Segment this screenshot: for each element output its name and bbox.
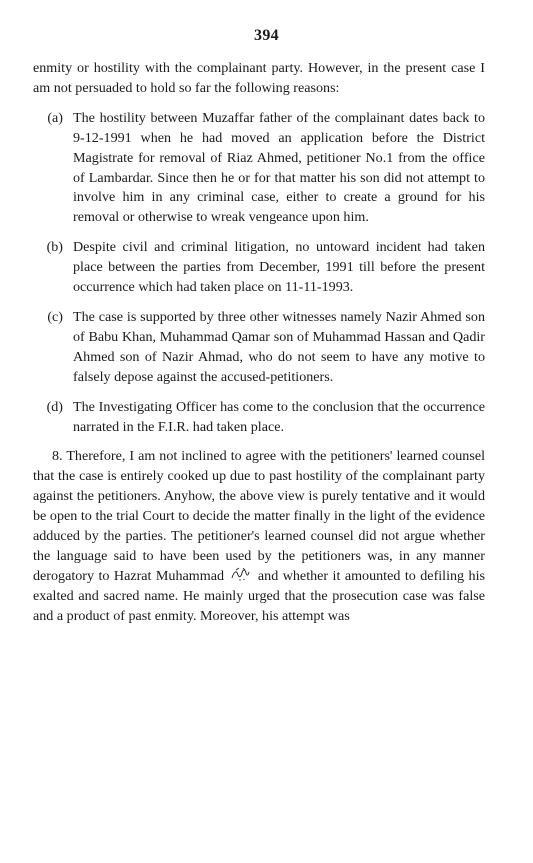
reason-item-b (33, 238, 485, 298)
reason-text: Despite civil and criminal litigation, no untoward incident had taken place between the parties from December, 1991 till before the present occurrence which had taken place on 11-11-1993. (73, 239, 485, 296)
reason-text: The Investigating Officer has come to the conclusion that the occurrence narrated in the F.I.R. had taken place. (73, 398, 485, 435)
reason-marker: (d) (46, 398, 63, 415)
reason-marker: (c) (47, 308, 63, 325)
reason-item-c (33, 308, 485, 388)
closing-text-part-2: and whether it amounted to defiling his exalted and sacred name. He mainly urged that the prosecution case was false and a product of past enmity. Moreover, his attempt was (33, 567, 485, 624)
reason-item-d (33, 398, 485, 438)
reason-item-a (33, 109, 485, 228)
salutation-glyph-icon (230, 567, 251, 581)
reason-text: The case is supported by three other witnesses namely Nazir Ahmed son of Babu Khan, Muhammad Qamar son of Muhammad Hassan and Qadir Ahmed son of Nazir Ahmad, who do not seem to have any motive to falsely depose against the accused-petitioners. (73, 308, 485, 385)
closing-paragraph (33, 447, 485, 626)
reason-marker: (a) (47, 109, 63, 126)
body-text (33, 59, 485, 627)
reason-text: The hostility between Muzaffar father of the complainant dates back to 9-12-1991 when he had moved an application before the District Magistrate for removal of Riaz Ahmed, petitioner No.1 from the office of Lambardar. Since then he or for that matter his son did not attempt to involve him in any criminal case, either to create a ground for his removal or otherwise to wreak vengeance upon him. (73, 109, 485, 226)
page-number: 394 (254, 27, 279, 44)
reason-marker: (b) (46, 239, 63, 256)
closing-text-part-1: 8. Therefore, I am not inclined to agree with the petitioners' learned counsel that the case is entirely cooked up due to past hostility of the complainant party against the petitioners. Anyhow, the above view is purely tentative and it would be open to the trial Court to decide the matter finally in the light of the evidence adduced by the parties. The petitioner's learned counsel did not argue whether the language said to have been used by the petitioners was, in any manner derogatory to Hazrat Muhammad (33, 448, 485, 584)
lead-paragraph: enmity or hostility with the complainant party. However, in the present case I am not persuaded to hold so far the following reasons: (33, 60, 485, 96)
